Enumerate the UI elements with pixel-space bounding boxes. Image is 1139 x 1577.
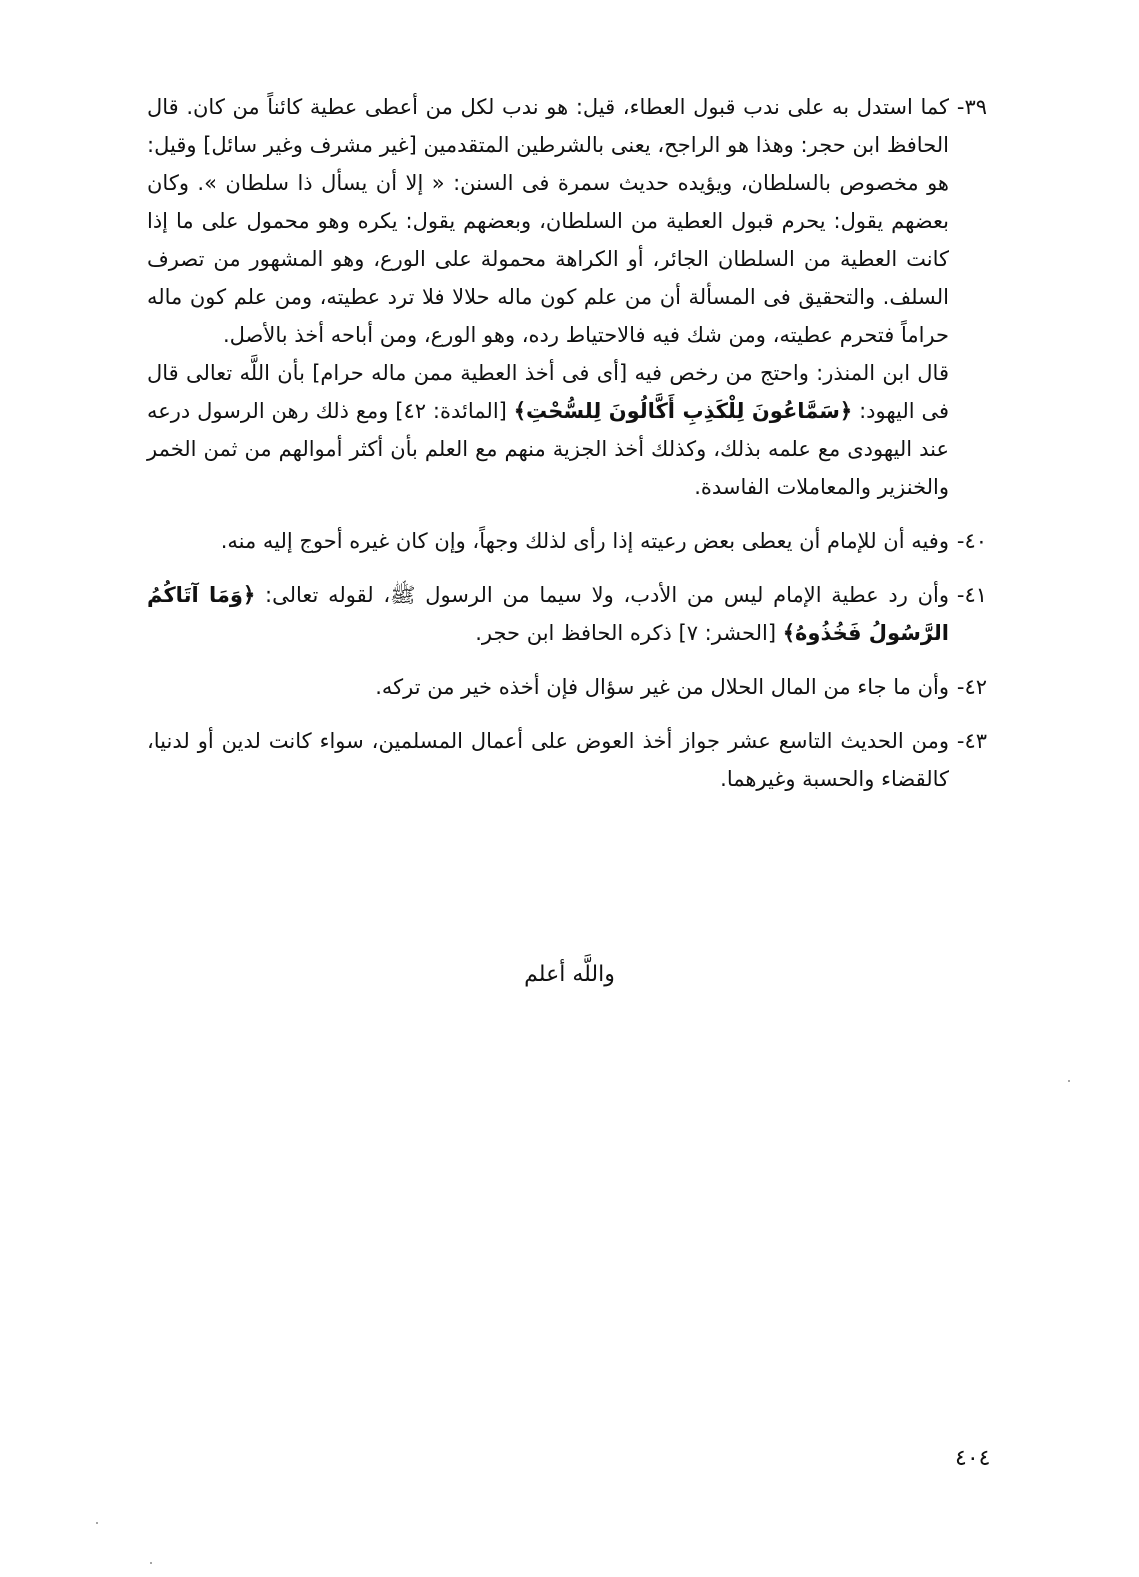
paragraph-text: ومن الحديث التاسع عشر جواز أخذ العوض على أعمال المسلمين، سواء كانت لدين أو لدنيا، كالقضاء والحسبة وغيرهما. bbox=[147, 729, 949, 791]
paragraph-text: [الحشر: ٧] ذكره الحافظ ابن حجر. bbox=[475, 621, 783, 645]
paragraph-number: ٤٢- bbox=[956, 675, 987, 699]
continuation-paragraph bbox=[147, 354, 987, 506]
paragraph-text: كما استدل به على ندب قبول العطاء، قيل: هو ندب لكل من أعطى عطية كائناً من كان. قال الحافظ ابن حجر: وهذا هو الراجح، يعنى بالشرطين المتقدمين [غير مشرف وغير سائل] وقيل: هو مخصوص بالسلطان، ويؤيده حديث سمرة فى السنن: « إلا أن يسأل ذا سلطان ». وكان بعضهم يقول: يحرم قبول العطية من السلطان، وبعضهم يقول: يكره وهو محمول على ما إذا كانت العطية من السلطان الجائر، أو الكراهة محمولة على الورع، وهو المشهور من تصرف السلف. والتحقيق فى المسألة أن من علم كون ماله حلالا فلا ترد عطيته، ومن علم كون ماله حراماً فتحرم عطيته، ومن شك فيه فالاحتياط رده، وهو الورع، ومن أباحه أخذ بالأصل. bbox=[147, 95, 949, 347]
paragraph-number: ٣٩- bbox=[956, 95, 987, 119]
body-text bbox=[147, 88, 987, 814]
scan-speck bbox=[150, 1562, 152, 1564]
numbered-paragraph bbox=[147, 522, 987, 560]
quran-verse: ﴿سَمَّاعُونَ لِلْكَذِبِ أَكَّالُونَ لِلسُّحْتِ﴾ bbox=[513, 399, 853, 423]
paragraph-text: [المائدة: ٤٢] ومع ذلك رهن الرسول درعه عند اليهودى مع علمه بذلك، وكذلك أخذ الجزية منهم مع العلم بأن أكثر أموالهم من ثمن الخمر والخنزير والمعاملات الفاسدة. bbox=[147, 399, 949, 499]
numbered-paragraph bbox=[147, 722, 987, 798]
paragraph-text: وأن رد عطية الإمام ليس من الأدب، ولا سيما من الرسول ﷺ، لقوله تعالى: bbox=[255, 583, 949, 607]
numbered-paragraph bbox=[147, 668, 987, 706]
scan-speck bbox=[96, 1522, 98, 1524]
paragraph-number: ٤٣- bbox=[956, 729, 987, 753]
scan-speck bbox=[1068, 1080, 1070, 1082]
numbered-paragraph bbox=[147, 88, 987, 354]
paragraph-number: ٤١- bbox=[956, 583, 987, 607]
closing-phrase: واللَّه أعلم bbox=[524, 962, 615, 987]
paragraph-text: وأن ما جاء من المال الحلال من غير سؤال فإن أخذه خير من تركه. bbox=[375, 675, 949, 699]
page-number: ٤٠٤ bbox=[955, 1446, 991, 1471]
paragraph-number: ٤٠- bbox=[956, 529, 987, 553]
paragraph-text: وفيه أن للإمام أن يعطى بعض رعيته إذا رأى لذلك وجهاً، وإن كان غيره أحوج إليه منه. bbox=[220, 529, 949, 553]
paragraph-text: قال ابن المنذر: واحتج من رخص فيه [أى فى أخذ العطية ممن ماله حرام] بأن اللَّه تعالى قال فى اليهود: bbox=[147, 361, 950, 423]
quran-verse: ﴿وَمَا آتَاكُمُ الرَّسُولُ فَخُذُوهُ﴾ bbox=[147, 583, 949, 645]
numbered-paragraph bbox=[147, 576, 987, 652]
